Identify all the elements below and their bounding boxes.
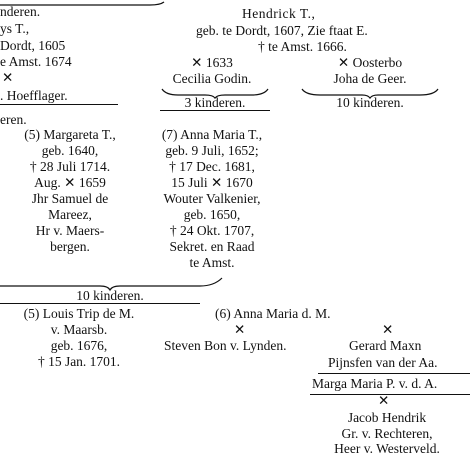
margareta-line-2: geb. 1640, xyxy=(41,143,99,158)
anna-line-1: (7) Anna Maria T., xyxy=(161,127,263,142)
cross-gerard: ✕ xyxy=(382,322,394,337)
bottom-count-underline xyxy=(0,303,200,304)
cross-steven: ✕ xyxy=(234,322,246,337)
top-left-count: nderen. xyxy=(0,4,41,19)
louis-line-4: † 15 Jan. 1701. xyxy=(37,354,121,369)
margareta-line-3: † 28 Juli 1714. xyxy=(29,159,111,174)
anna-line-5: Wouter Valkenier, xyxy=(163,191,261,206)
gerard-pijnsfen: Pijnsfen van der Aa. xyxy=(328,355,438,370)
top-left-birth: Dordt, 1605 xyxy=(0,38,66,53)
hendrick-birth: geb. te Dordt, 1607, Zie ftaat E. xyxy=(196,23,368,38)
right-marriage-place: ✕ Oosterbo xyxy=(337,55,403,70)
right-children-count: 10 kinderen. xyxy=(336,95,404,110)
spouse-joha: Joha de Geer. xyxy=(333,71,407,86)
anna-line-7: † 24 Okt. 1707, xyxy=(169,223,255,238)
hendrick-death: † te Amst. 1666. xyxy=(258,39,347,54)
top-left-name: ys T., xyxy=(0,21,30,36)
louis-line-1: (5) Louis Trip de M. xyxy=(23,306,135,321)
margareta-line-4: Aug. ✕ 1659 xyxy=(34,175,106,190)
louis-line-3: geb. 1676, xyxy=(50,338,108,353)
spouse-gerard: Gerard Maxn xyxy=(349,338,422,353)
marga-underline xyxy=(310,394,470,395)
spouse-cecilia: Cecilia Godin. xyxy=(172,71,252,86)
margareta-line-6: Mareez, xyxy=(48,207,92,222)
left-marriage-year: ✕ 1633 xyxy=(191,55,233,70)
anna-line-2: geb. 9 Juli, 1652; xyxy=(165,143,259,158)
top-left-spouse: . Hoefflager. xyxy=(0,88,68,103)
anna-dm-title: (6) Anna Maria d. M. xyxy=(215,306,331,321)
anna-line-8: Sekret. en Raad xyxy=(169,239,255,254)
top-left-brace xyxy=(0,0,170,8)
top-left-marriage-cross: ✕ xyxy=(2,70,14,85)
top-left-underline xyxy=(0,104,118,105)
cross-jacob: ✕ xyxy=(378,393,390,408)
margareta-line-5: Jhr Samuel de xyxy=(31,191,109,206)
anna-line-4: 15 Juli ✕ 1670 xyxy=(171,175,253,190)
bottom-children-count: 10 kinderen. xyxy=(76,288,144,303)
margareta-line-8: bergen. xyxy=(50,239,90,254)
anna-line-3: † 17 Dec. 1681, xyxy=(169,159,255,174)
margareta-line-7: Hr v. Maers- xyxy=(35,223,105,238)
anna-line-9: te Amst. xyxy=(189,255,235,270)
left-children-count: 3 kinderen. xyxy=(184,95,246,110)
daughter-marga: Marga Maria P. v. d. A. xyxy=(312,376,438,391)
jacob-title-2: Heer v. Westerveld. xyxy=(334,441,440,456)
mid-left-count: eren. xyxy=(0,112,27,127)
top-left-death: e Amst. 1674 xyxy=(0,54,72,69)
margareta-line-1: (5) Margareta T., xyxy=(24,127,116,142)
spouse-steven: Steven Bon v. Lynden. xyxy=(164,338,287,353)
anna-line-6: geb. 1650, xyxy=(183,207,241,222)
jacob-title-1: Gr. v. Rechteren, xyxy=(341,426,433,441)
left-count-underline xyxy=(160,110,270,111)
louis-line-2: v. Maarsb. xyxy=(50,322,108,337)
hendrick-name: Hendrick T., xyxy=(242,6,316,21)
spouse-jacob: Jacob Hendrik xyxy=(347,410,427,425)
pijnsfen-underline xyxy=(318,373,470,374)
